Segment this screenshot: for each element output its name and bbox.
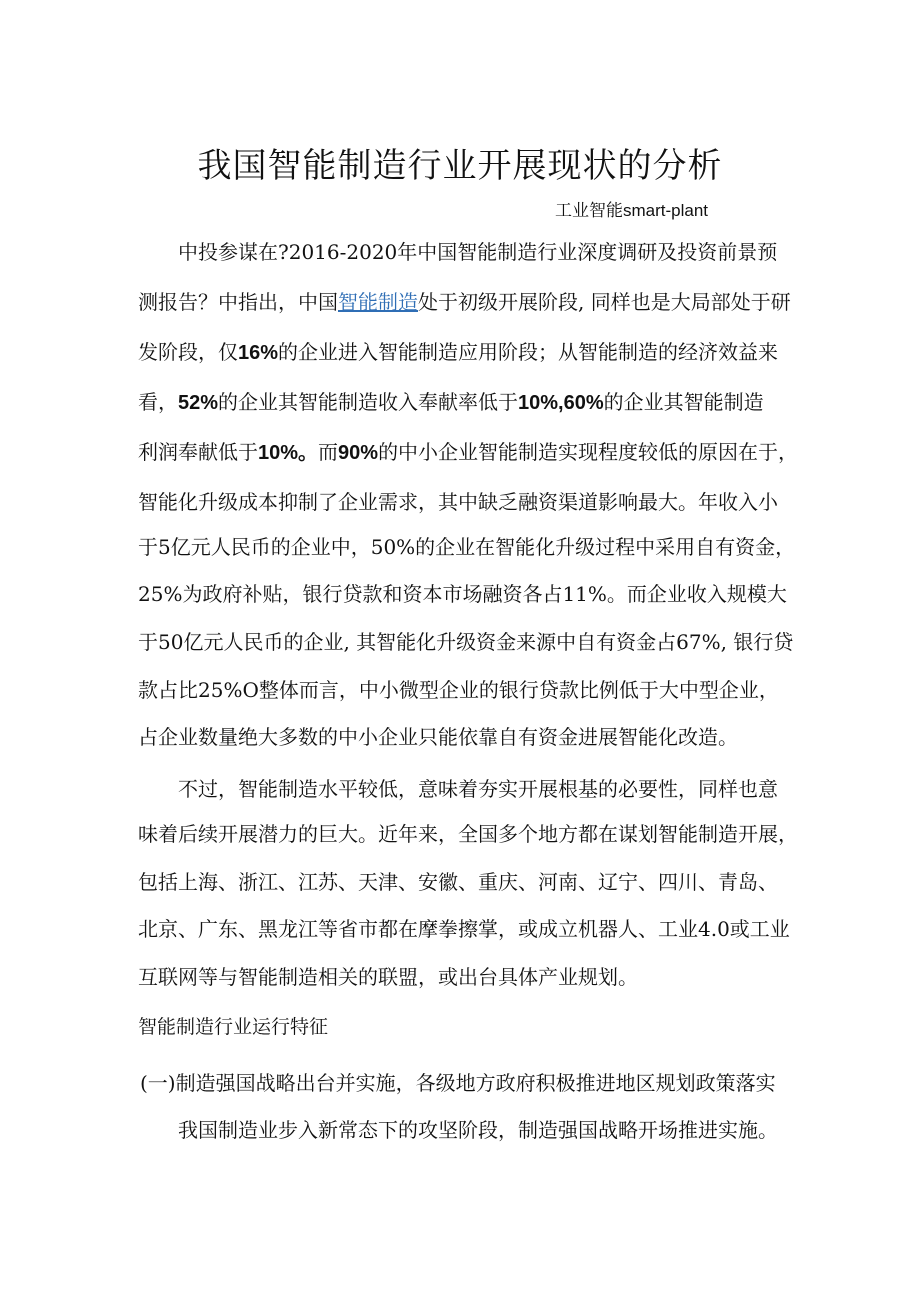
text-span: 处于初级开展阶段, 同样也是大局部处于研: [418, 290, 791, 314]
text-span: 的企业其智能制造: [603, 390, 764, 414]
paragraph-line: 北京、广东、黑龙江等省市都在摩拳擦掌，或成立机器人、工业4.0或工业: [138, 917, 790, 941]
text-span: 测报告？中指出，中国: [138, 290, 338, 314]
text-span: 看，: [138, 390, 178, 414]
bold-figure: 90%: [338, 442, 379, 464]
text-span: 的企业其智能制造收入奉献率低于: [218, 390, 519, 414]
paragraph-line: 味着后续开展潜力的巨大。近年来，全国多个地方都在谋划智能制造开展，: [138, 822, 798, 846]
paragraph-line: 25%为政府补贴，银行贷款和资本市场融资各占11%。而企业收入规模大: [138, 582, 787, 606]
paragraph-line: 款占比25%O整体而言，中小微型企业的银行贷款比例低于大中型企业，: [138, 678, 779, 702]
bold-figure: 16%: [238, 342, 279, 364]
text-span: 的企业进入智能制造应用阶段；从智能制造的经济效益来: [278, 340, 779, 364]
section-heading: 智能制造行业运行特征: [138, 1016, 329, 1038]
bold-figure: 10%,60%: [518, 392, 604, 414]
document-title: 我国智能制造行业开展现状的分析: [197, 146, 723, 186]
sub-heading: (一)制造强国战略出台并实施，各级地方政府积极推进地区规划政策落实: [140, 1071, 776, 1095]
paragraph-line: 占企业数量绝大多数的中小企业只能依靠自有资金进展智能化改造。: [138, 725, 738, 749]
paragraph-line: [138, 336, 778, 365]
bold-figure: 10%。: [258, 442, 319, 464]
paragraph-line: [138, 286, 791, 315]
text-span: 发阶段，仅: [138, 340, 238, 364]
document-source: 工业智能smart-plant: [555, 201, 709, 220]
paragraph-line: [138, 436, 798, 465]
paragraph-line: 于50亿元人民币的企业, 其智能化升级资金来源中自有资金占67%, 银行贷: [138, 630, 794, 654]
paragraph-line: 中投参谋在?2016-2020年中国智能制造行业深度调研及投资前景预: [178, 240, 778, 264]
paragraph-line: [138, 386, 764, 415]
paragraph-line: 于5亿元人民币的企业中，50%的企业在智能化升级过程中采用自有资金，: [138, 535, 796, 559]
text-span: 利润奉献低于: [138, 440, 258, 464]
paragraph-line: 互联网等与智能制造相关的联盟，或出台具体产业规划。: [138, 965, 638, 989]
paragraph-line: 智能化升级成本抑制了企业需求，其中缺乏融资渠道影响最大。年收入小: [138, 490, 778, 514]
bold-figure: 52%: [178, 392, 219, 414]
text-span: 的中小企业智能制造实现程度较低的原因在于，: [378, 440, 799, 464]
paragraph-line: 我国制造业步入新常态下的攻坚阶段，制造强国战略开场推进实施。: [178, 1118, 778, 1142]
smart-manufacturing-link[interactable]: 智能制造: [338, 290, 418, 314]
text-span: 而: [318, 440, 339, 464]
paragraph-line: 包括上海、浙江、江苏、天津、安徽、重庆、河南、辽宁、四川、青岛、: [138, 870, 778, 894]
paragraph-line: 不过，智能制造水平较低，意味着夯实开展根基的必要性，同样也意: [178, 777, 778, 801]
